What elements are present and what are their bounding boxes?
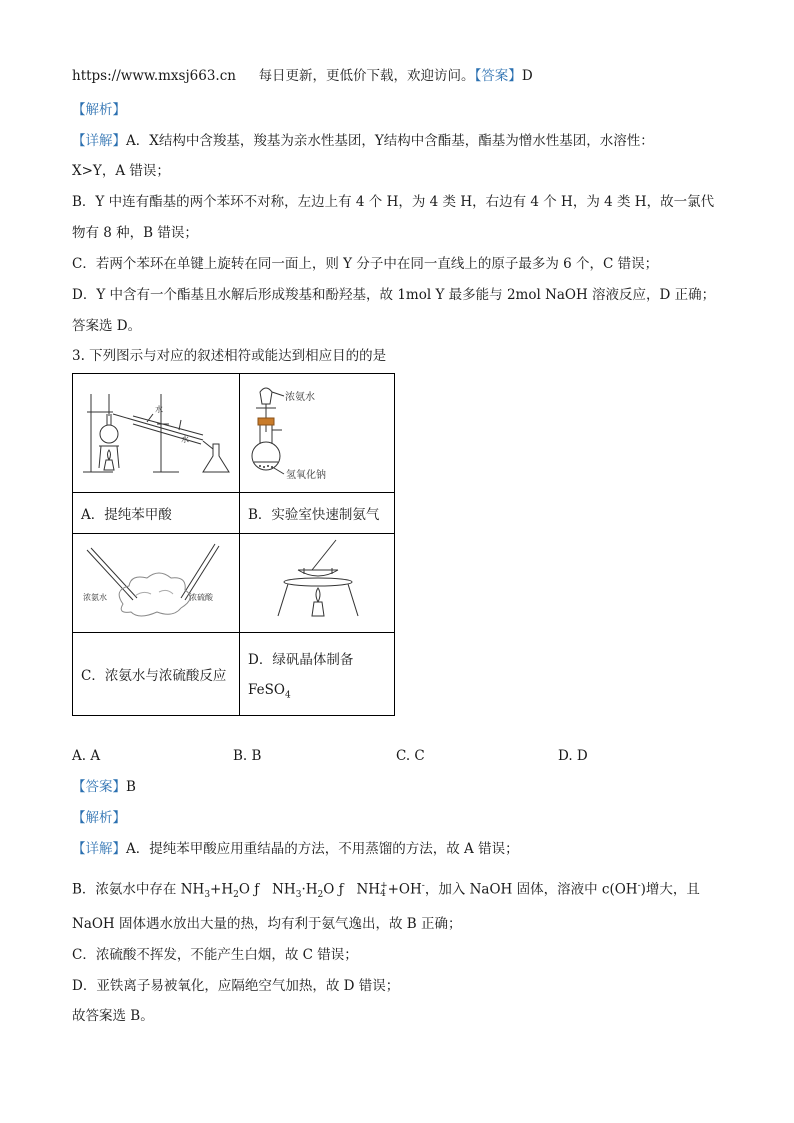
q2-line-3: B．Y 中连有酯基的两个苯环不对称，左边上有 4 个 H，为 4 类 H，右边有 4 个 H，为 4 类 H，故一氯代	[72, 194, 715, 210]
q3-line-b: B．浓氨水中存在 $NH_3+H_2O$ ƒ $NH_3\cdot H_2O$ ƒ NH + 4 +OH-，加入 NaOH 固体，溶液中 c(OH-)增大，且	[72, 881, 700, 901]
q3-stem: 3. 下列图示与对应的叙述相符或能达到相应目的的是	[72, 348, 387, 364]
header-notice: 每日更新，更低价下载，欢迎访问。	[258, 68, 475, 84]
option-c-image	[73, 534, 240, 633]
option-a-label: A．提纯苯甲酸	[81, 507, 172, 523]
option-d-cell	[240, 633, 395, 716]
q3-line-a: 【详解】A．提纯苯甲酸应用重结晶的方法，不用蒸馏的方法，故 A 错误；	[72, 841, 519, 857]
option-a-cell	[73, 493, 240, 534]
choice-b[interactable]: B. B	[233, 748, 262, 764]
option-a-image	[73, 374, 240, 493]
answer-choices	[72, 748, 632, 766]
option-c-label: C．浓氨水与浓硫酸反应	[81, 668, 227, 684]
answer-value: D	[521, 68, 533, 84]
option-d-label: D．绿矾晶体制备	[248, 651, 354, 668]
option-b-image	[240, 374, 395, 493]
q3-line-d: D．亚铁离子易被氧化，应隔绝空气加热，故 D 错误；	[72, 978, 400, 994]
option-b-label: B．实验室快速制氨气	[248, 507, 380, 523]
q3-line-c: C．浓硫酸不挥发，不能产生白烟，故 C 错误；	[72, 947, 358, 963]
q2-line-4: 物有 8 种，B 错误；	[72, 225, 198, 241]
q3-line-b2: NaOH 固体遇水放出大量的热，均有利于氨气逸出，故 B 正确；	[72, 916, 462, 932]
naoh-label: 氢氧化钠	[286, 470, 326, 481]
c-acid-label: 浓硫酸	[189, 593, 213, 602]
glass-rods-smoke-icon	[73, 534, 239, 628]
q2-text-1: A．X结构中含羧基，羧基为亲水性基团，Y结构中含酯基，酯基为憎水性基团，水溶性：	[126, 133, 654, 149]
options-table	[72, 373, 395, 716]
answer-tag: 【答案】	[474, 68, 522, 84]
q2-line-2: X>Y，A 错误；	[72, 163, 170, 179]
q3-analysis-tag: 【解析】	[72, 810, 126, 826]
c-ammonia-label: 浓氨水	[83, 593, 107, 602]
q3-answer: 【答案】B	[72, 779, 136, 795]
choice-c[interactable]: C. C	[396, 748, 425, 764]
analysis-tag: 【解析】	[72, 102, 126, 118]
choice-a[interactable]: A. A	[72, 748, 101, 764]
water-label-2: 水	[181, 435, 189, 444]
option-b-cell	[240, 493, 395, 534]
q2-line-1	[72, 132, 654, 150]
option-d-formula: FeSO$_4$	[248, 681, 291, 701]
q2-line-7: 答案选 D。	[72, 318, 142, 334]
detail-tag: 【详解】	[72, 133, 126, 149]
ammonia-generator-icon	[240, 374, 394, 488]
q3-conclusion: 故答案选 B。	[72, 1008, 154, 1024]
ammonia-label: 浓氨水	[285, 392, 315, 403]
distillation-apparatus-icon	[73, 374, 239, 488]
q2-line-5: C．若两个苯环在单键上旋转在同一面上，则 Y 分子中在同一直线上的原子最多为 6 个，C 错误；	[72, 256, 659, 272]
q2-line-6: D．Y 中含有一个酯基且水解后形成羧基和酚羟基，故 1mol Y 最多能与 2mol NaOH 溶液反应，D 正确；	[72, 287, 716, 303]
option-d-image	[240, 534, 395, 633]
source-url[interactable]: https://www.mxsj663.cn	[72, 68, 236, 84]
water-label-1: 水	[155, 405, 163, 414]
choice-d[interactable]: D. D	[558, 748, 588, 764]
evaporating-dish-icon	[240, 534, 394, 628]
header-line	[72, 67, 533, 85]
option-c-cell	[73, 633, 240, 716]
